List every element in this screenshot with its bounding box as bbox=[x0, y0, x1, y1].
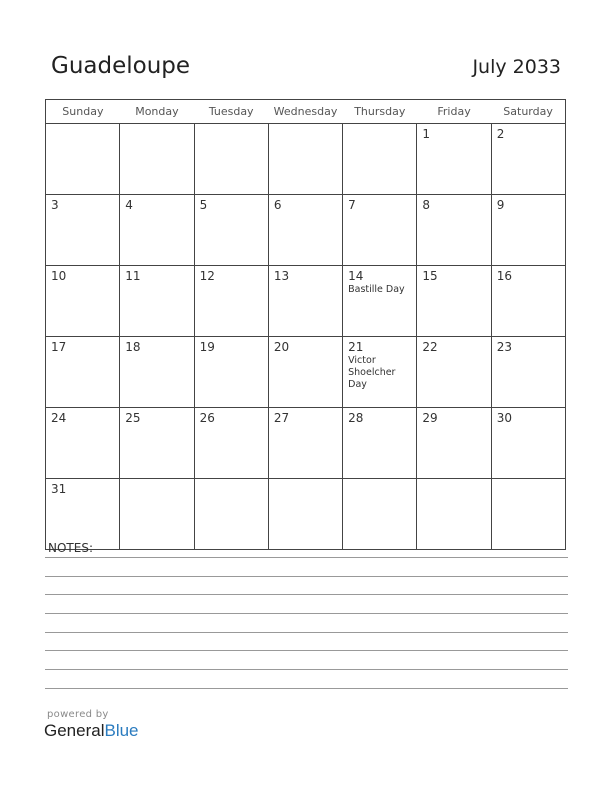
day-cell[interactable] bbox=[268, 124, 342, 195]
day-cell[interactable] bbox=[268, 195, 342, 266]
day-number: 1 bbox=[422, 127, 431, 141]
day-number: 6 bbox=[273, 198, 282, 212]
calendar-month-title: July 2033 bbox=[472, 56, 561, 78]
day-number: 17 bbox=[51, 340, 67, 354]
weekday-saturday: Saturday bbox=[491, 100, 565, 124]
notes-line bbox=[45, 594, 568, 595]
brand-blue: Blue bbox=[104, 721, 139, 740]
day-cell[interactable] bbox=[417, 479, 491, 550]
week-row bbox=[46, 195, 566, 266]
notes-line bbox=[45, 669, 568, 670]
day-cell[interactable] bbox=[343, 266, 417, 337]
day-number: 25 bbox=[125, 411, 141, 425]
day-cell[interactable] bbox=[491, 408, 565, 479]
day-cell[interactable] bbox=[46, 479, 120, 550]
weekday-sunday: Sunday bbox=[46, 100, 120, 124]
day-cell[interactable] bbox=[120, 337, 194, 408]
day-number: 31 bbox=[51, 482, 67, 496]
day-cell[interactable] bbox=[343, 124, 417, 195]
weekday-friday: Friday bbox=[417, 100, 491, 124]
weekday-monday: Monday bbox=[120, 100, 194, 124]
weekday-tuesday: Tuesday bbox=[194, 100, 268, 124]
day-cell[interactable] bbox=[491, 479, 565, 550]
day-number: 22 bbox=[422, 340, 438, 354]
weekday-wednesday: Wednesday bbox=[268, 100, 342, 124]
week-row bbox=[46, 337, 566, 408]
day-cell[interactable] bbox=[491, 195, 565, 266]
day-number: 2 bbox=[496, 127, 505, 141]
day-number: 30 bbox=[496, 411, 512, 425]
day-number: 27 bbox=[273, 411, 290, 425]
day-cell[interactable] bbox=[491, 266, 565, 337]
day-cell[interactable] bbox=[343, 479, 417, 550]
calendar-country-title: Guadeloupe bbox=[51, 53, 191, 79]
day-number: 3 bbox=[51, 198, 59, 212]
notes-line bbox=[45, 576, 568, 577]
day-number: 29 bbox=[422, 411, 438, 425]
day-number: 7 bbox=[348, 198, 356, 212]
powered-by-text: powered by bbox=[47, 709, 109, 720]
day-number: 10 bbox=[51, 269, 67, 283]
day-number: 12 bbox=[199, 269, 215, 283]
notes-line bbox=[45, 632, 568, 633]
day-number: 20 bbox=[273, 340, 290, 354]
day-cell[interactable] bbox=[194, 337, 268, 408]
day-cell[interactable] bbox=[417, 124, 491, 195]
day-number: 24 bbox=[51, 411, 67, 425]
day-cell[interactable] bbox=[491, 124, 565, 195]
day-cell[interactable] bbox=[343, 408, 417, 479]
day-cell[interactable] bbox=[46, 408, 120, 479]
generalblue-logo[interactable] bbox=[44, 721, 139, 741]
day-cell[interactable] bbox=[417, 195, 491, 266]
day-cell[interactable] bbox=[120, 266, 194, 337]
day-cell[interactable] bbox=[268, 266, 342, 337]
day-number: 14 bbox=[348, 269, 364, 283]
day-cell[interactable] bbox=[417, 408, 491, 479]
day-number: 9 bbox=[496, 198, 505, 212]
notes-line bbox=[45, 613, 568, 614]
day-cell[interactable] bbox=[268, 337, 342, 408]
day-cell[interactable] bbox=[46, 195, 120, 266]
notes-label: NOTES: bbox=[48, 541, 93, 555]
day-number: 21 bbox=[348, 340, 364, 354]
day-number: 23 bbox=[496, 340, 512, 354]
day-cell[interactable] bbox=[194, 408, 268, 479]
week-row bbox=[46, 408, 566, 479]
day-cell[interactable] bbox=[120, 479, 194, 550]
day-cell[interactable] bbox=[120, 124, 194, 195]
day-cell[interactable] bbox=[417, 337, 491, 408]
day-cell[interactable] bbox=[46, 266, 120, 337]
day-number: 26 bbox=[199, 411, 215, 425]
holiday-label: Bastille Day bbox=[348, 284, 405, 295]
notes-line bbox=[45, 557, 568, 558]
day-number: 18 bbox=[125, 340, 141, 354]
day-number: 15 bbox=[422, 269, 438, 283]
day-cell[interactable] bbox=[343, 195, 417, 266]
day-cell[interactable] bbox=[417, 266, 491, 337]
day-cell[interactable] bbox=[194, 479, 268, 550]
day-cell[interactable] bbox=[343, 337, 417, 408]
week-row bbox=[46, 266, 566, 337]
weekday-header-row bbox=[46, 100, 566, 124]
day-number: 13 bbox=[273, 269, 290, 283]
day-number: 16 bbox=[496, 269, 512, 283]
week-row bbox=[46, 124, 566, 195]
day-cell[interactable] bbox=[194, 195, 268, 266]
day-cell[interactable] bbox=[120, 195, 194, 266]
holiday-label: Victor Shoelcher Day bbox=[348, 355, 396, 390]
day-cell[interactable] bbox=[46, 124, 120, 195]
day-cell[interactable] bbox=[120, 408, 194, 479]
day-cell[interactable] bbox=[268, 408, 342, 479]
day-cell[interactable] bbox=[194, 124, 268, 195]
day-number: 11 bbox=[125, 269, 141, 283]
calendar-grid bbox=[45, 99, 566, 550]
day-number: 5 bbox=[199, 198, 208, 212]
day-cell[interactable] bbox=[268, 479, 342, 550]
weekday-thursday: Thursday bbox=[343, 100, 417, 124]
week-row bbox=[46, 479, 566, 550]
day-cell[interactable] bbox=[491, 337, 565, 408]
notes-line bbox=[45, 688, 568, 689]
day-number: 28 bbox=[348, 411, 364, 425]
brand-general: General bbox=[44, 721, 105, 740]
notes-line bbox=[45, 650, 568, 651]
day-cell[interactable] bbox=[46, 337, 120, 408]
day-number: 4 bbox=[125, 198, 133, 212]
day-number: 8 bbox=[422, 198, 431, 212]
day-number: 19 bbox=[199, 340, 215, 354]
day-cell[interactable] bbox=[194, 266, 268, 337]
